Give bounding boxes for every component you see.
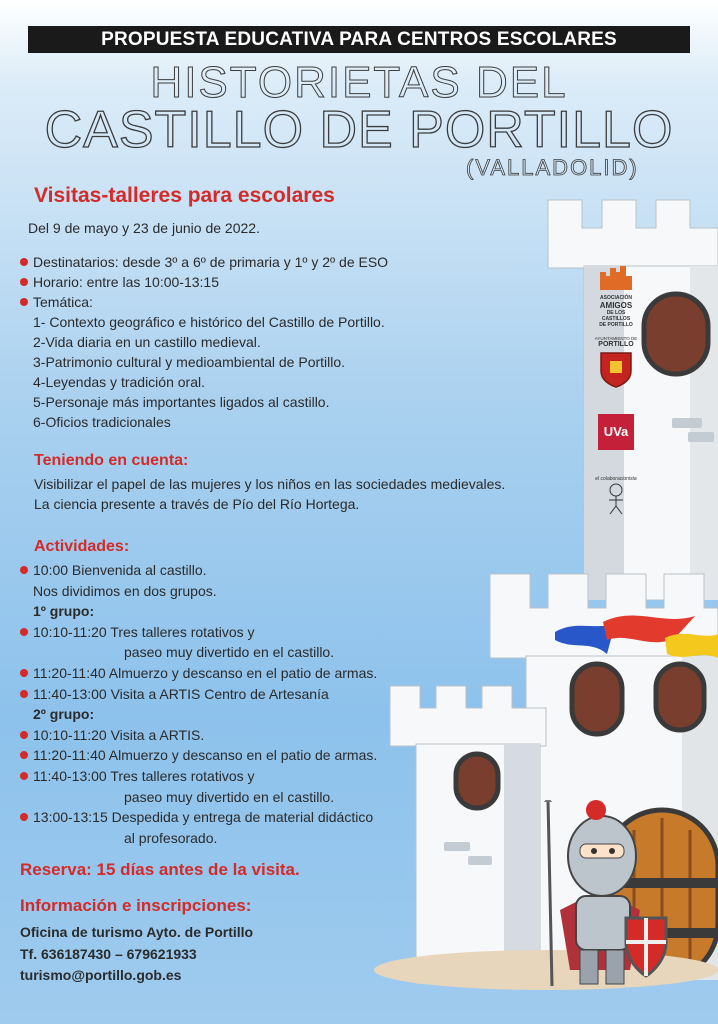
logo-amigos-castillos [592,264,640,328]
activity-item: 11:20-11:40 Almuerzo y descanso en el patio de armas. [20,745,440,766]
knight-illustration [530,800,680,990]
amigos-line4: DE PORTILLO [599,322,633,328]
title-line2: CASTILLO DE PORTILLO [44,101,674,159]
ayto-line2: PORTILLO [598,341,634,348]
coat-of-arms-icon [599,349,633,389]
reserva-notice: Reserva: 15 días antes de la visita. [20,860,300,879]
info-item: Horario: entre las 10:00-13:15 [20,272,520,292]
activities-heading: Actividades: [34,538,130,555]
activity-item: 11:40-13:00 Tres talleres rotativos y [20,766,440,787]
activity-item: 11:20-11:40 Almuerzo y descanso en el patio de armas. [20,663,440,684]
topic-item: 1- Contexto geográfico e histórico del Castillo de Portillo. [33,314,385,330]
activity-item: 10:10-11:20 Visita a ARTIS. [20,725,440,746]
info-list [20,252,520,432]
consideration-line: Visibilizar el papel de las mujeres y los niños en las sociedades medievales. [34,476,506,492]
activity-item: 10:10-11:20 Tres talleres rotativos y [20,622,440,643]
activity-cont: paseo muy divertido en el castillo. [124,788,335,805]
contact-heading: Información e inscripciones: [20,896,252,915]
amigos-line2: AMIGOS [599,301,633,310]
contact-email[interactable]: turismo@portillo.gob.es [20,967,182,983]
logo-ayuntamiento [592,336,640,394]
contact-block [20,922,253,987]
activity-item: 10:00 Bienvenida al castillo. [20,560,440,581]
title-line1: HISTORIETAS DEL [150,58,568,107]
colaborador-label: el colaboracionista [595,476,637,482]
uva-label: UVa [603,424,629,439]
contact-phone[interactable]: Tf. 636187430 – 679621933 [20,945,197,962]
considerations-text [34,474,574,514]
activity-item: 13:00-13:15 Despedida y entrega de material didáctico [20,807,440,828]
dates: Del 9 de mayo y 23 de junio de 2022. [28,220,260,236]
topic-item: 5-Personaje más importantes ligados al castillo. [33,394,330,410]
amigos-line3: DE LOS CASTILLOS [601,310,631,322]
group2-label: 2º grupo: [33,706,95,723]
topics-list [20,312,520,432]
activity-note: Nos dividimos en dos grupos. [33,582,217,599]
title-location: (VALLADOLID) [466,155,639,180]
group1-label: 1º grupo: [33,603,95,620]
subtitle: Visitas-talleres para escolares [34,184,335,207]
ayto-line1: AYUNTAMIENTO DE [594,336,638,341]
consideration-line: La ciencia presente a través de Pío del Río Hortega. [34,496,360,512]
activities-list [20,560,440,848]
logo-colaborador [592,476,640,521]
contact-office: Oficina de turismo Ayto. de Portillo [20,924,254,940]
activity-item: 11:40-13:00 Visita a ARTIS Centro de Artesanía [20,684,440,705]
activity-cont: paseo muy divertido en el castillo. [124,644,335,661]
topic-item: 6-Oficios tradicionales [33,414,171,430]
info-item: Temática: [20,292,520,312]
castle-flags [555,610,718,670]
activity-cont: al profesorado. [124,829,218,846]
logo-uva [598,414,634,450]
topic-item: 2-Vida diaria en un castillo medieval. [33,334,261,350]
figure-drawing-icon [601,482,631,516]
considerations-heading: Teniendo en cuenta: [34,452,189,469]
topic-item: 3-Patrimonio cultural y medioambiental de Portillo. [33,354,346,370]
castle-logo-icon [598,264,634,290]
amigos-line1: ASOCIACIÓN [600,295,632,301]
topic-item: 4-Leyendas y tradición oral. [33,374,205,390]
banner: PROPUESTA EDUCATIVA PARA CENTROS ESCOLARES [28,26,690,53]
info-item: Destinatarios: desde 3º a 6º de primaria y 1º y 2º de ESO [20,252,520,272]
